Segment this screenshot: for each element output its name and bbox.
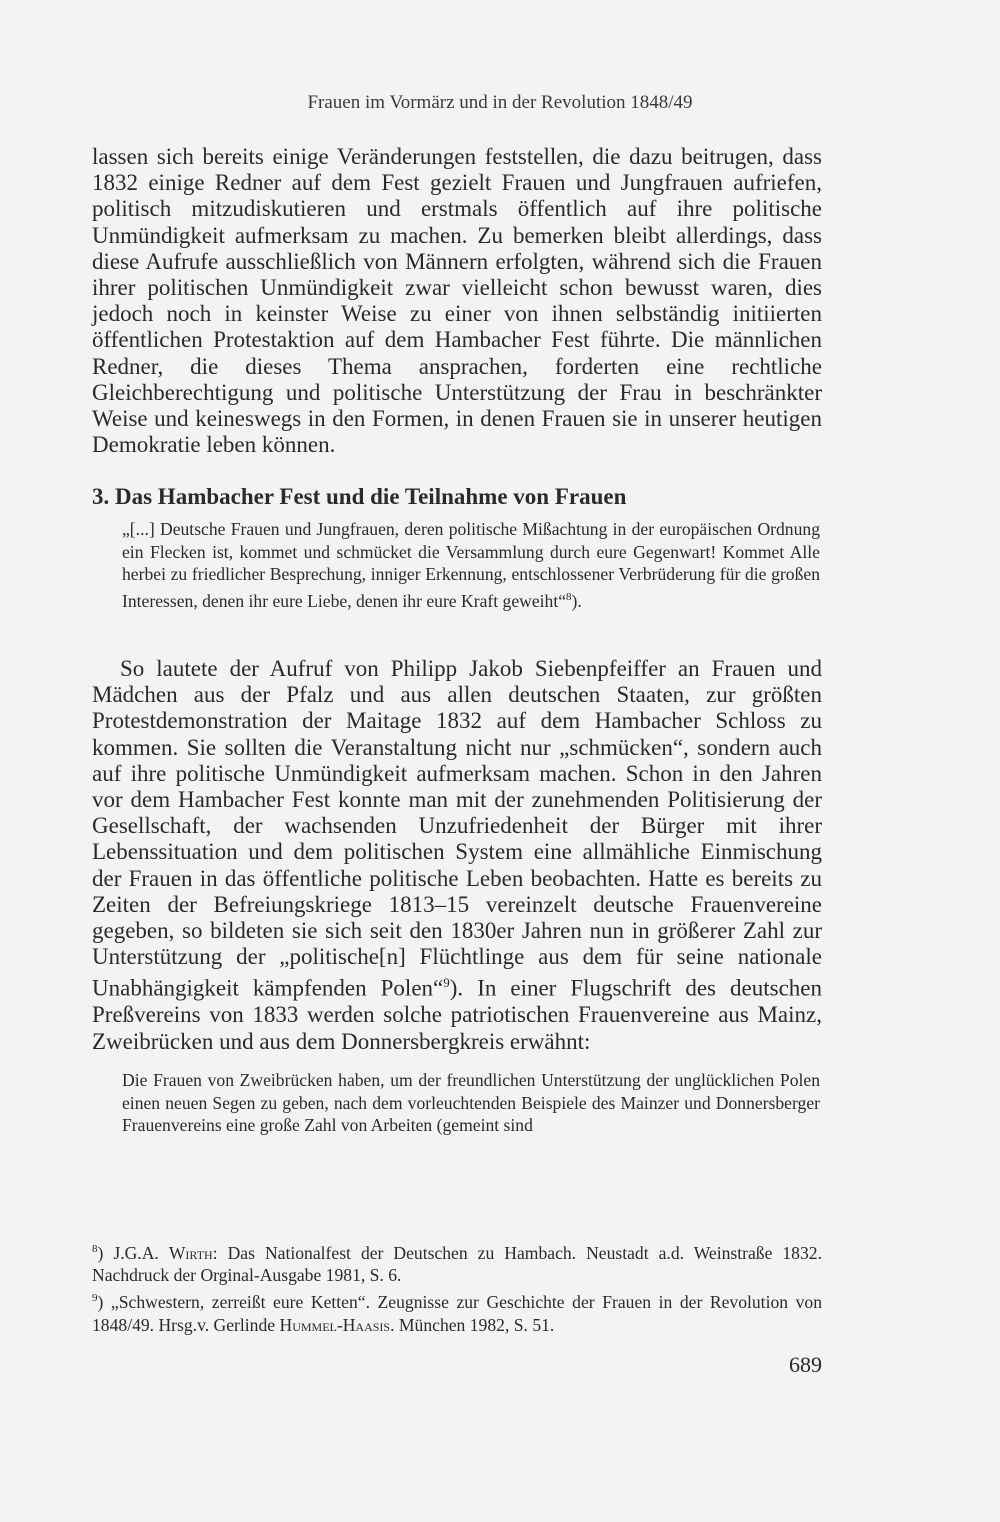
paragraph-2-part-2: ). In einer Flugschrift des deutschen Preßvereins von 1833 werden solche patriotischen Frauenvereine aus Mainz, Zweibrücken und aus dem Donnersbergkreis erwähnt: [92,976,822,1054]
footnote-8 [92,1238,822,1287]
quote-1-text: „[...] Deutsche Frauen und Jungfrauen, deren politische Mißachtung in der europäischen Ordnung ein Flecken ist, kommet und schmücket die Versammlung durch eure Gegenwart! Kommet Alle herbei zu friedlicher Besprechung, inniger Erkennung, entschlossener Verbrüderung für die großen Interessen, denen ihr eure Liebe, denen ihr eure Kraft geweiht“ [122,519,820,611]
footnote-9 [92,1287,822,1336]
footnote-8-initials: J.G.A. [113,1242,159,1263]
body-paragraph-2 [92,656,822,1055]
running-head: Frauen im Vormärz und in der Revolution 1848/49 [307,92,693,113]
paragraph-2-part-1: So lautete der Aufruf von Philipp Jakob Siebenpfeiffer an Frauen und Mädchen aus der Pfalz und aus allen deutschen Staaten, zur größten Protestdemonstration der Maitage 1832 auf dem Hambacher Schloss zu kommen. Sie sollten die Veranstaltung nicht nur „schmücken“, sondern auch auf ihre politische Unmündigkeit aufmerksam machen. Schon in den Jahren vor dem Hambacher Fest konnte man mit der zunehmenden Politisierung der Gesellschaft, der wachsenden Unzufriedenheit der Bürger mit ihrer Lebenssituation und dem politischen System eine allmähliche Einmischung der Frauen in das öffentliche politische Leben beobachten. Hatte es bereits zu Zeiten der Befreiungskriege 1813–15 vereinzelt deutsche Frauenvereine gegeben, so bildeten sie sich seit den 1830er Jahren nun in größerer Zahl zur Unterstützung der „politische[n] Flüchtlinge aus dem für seine nationale Unabhängigkeit kämpfenden Polen“ [92,656,822,1002]
footnote-9-text-after: . München 1982, S. 51. [390,1314,555,1335]
block-quote-1 [122,518,820,612]
footnote-9-editor: Hummel-Haasis [279,1314,391,1335]
body-paragraph-1: lassen sich bereits einige Veränderungen feststellen, die dazu beitrugen, dass 1832 einige Redner auf dem Fest gezielt Frauen und Jungfrauen aufriefen, politisch mitzudiskutieren und erstmals öffentlich auf ihre politische Unmündigkeit aufmerksam zu machen. Zu bemerken bleibt allerdings, dass diese Aufrufe ausschließlich von Männern erfolgten, während sich die Frauen ihrer politischen Unmündigkeit zwar vielleicht schon bewusst waren, dies jedoch noch in keinster Weise zu einer von ihnen selbständig initiierten öffentlichen Protestaktion auf dem Hambacher Fest führte. Die männlichen Redner, die dieses Thema ansprachen, forderten eine rechtliche Gleichberechtigung und politische Unterstützung der Frau in beschränkter Weise und keineswegs in den Formen, in denen Frauen sie in unserer heutigen Demokratie leben können. [92,144,822,458]
block-quote-2: Die Frauen von Zweibrücken haben, um der freundlichen Unterstützung der unglücklichen Polen einen neuen Segen zu geben, nach dem vorleuchtenden Beispiele des Mainzer und Donnersberger Frauenvereins eine große Zahl von Arbeiten (gemeint sind [122,1070,820,1136]
page-number: 689 [789,1352,822,1377]
footnotes [92,1238,822,1336]
footnote-8-paren: ) [97,1242,104,1263]
footnote-8-author: Wirth [168,1242,213,1263]
footnote-8-marker: 8 [92,1243,98,1255]
section-heading: 3. Das Hambacher Fest und die Teilnahme von Frauen [92,484,627,509]
quote-1-tail: ). [571,590,582,611]
footnote-ref-9[interactable]: 9 [443,975,450,991]
footnote-8-text: : Das Nationalfest der Deutschen zu Hambach. Neustadt a.d. Weinstraße 1832. Nachdruck der Orginal-Ausgabe 1981, S. 6. [92,1242,822,1286]
footnote-9-marker: 9 [92,1292,98,1305]
footnote-9-text-before: „Schwestern, zerreißt eure Ketten“. Zeugnisse zur Geschichte der Frauen in der Revolution von 1848/49. Hrsg.v. Gerlinde [92,1291,822,1335]
footnote-ref-8[interactable]: 8 [566,590,572,603]
footnote-9-paren: ) [97,1291,104,1312]
